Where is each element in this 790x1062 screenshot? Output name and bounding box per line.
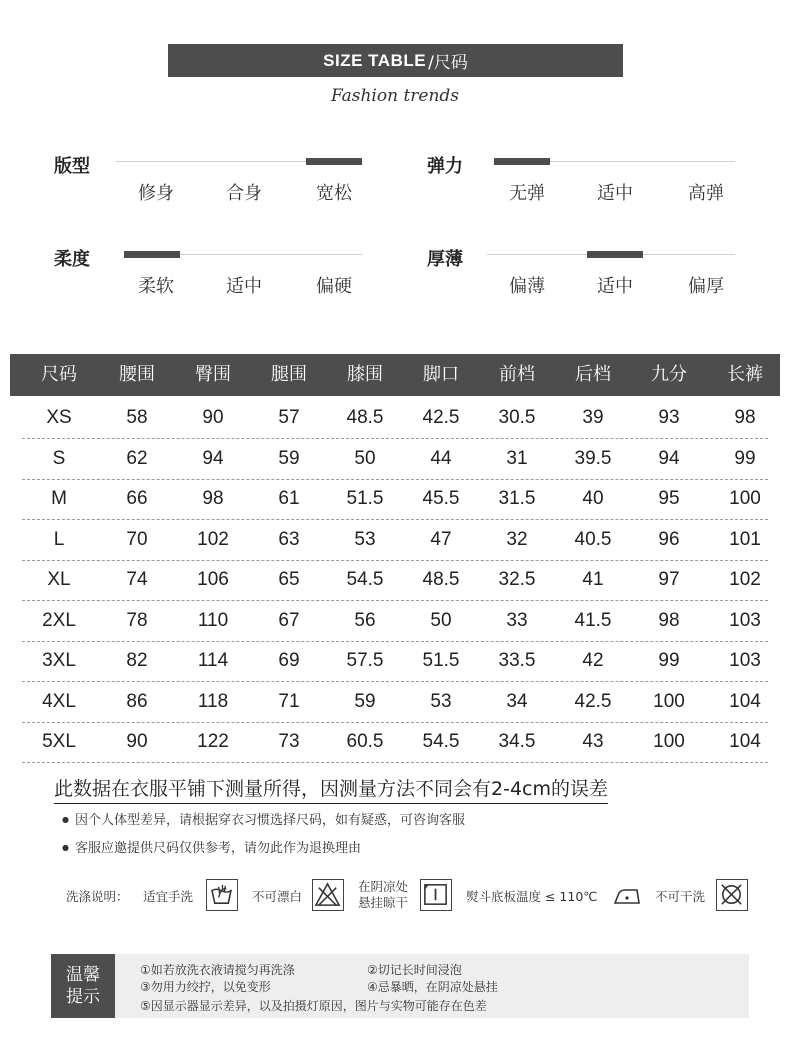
table-cell: 97 [658, 569, 680, 590]
table-cell: 41 [582, 569, 604, 590]
attribute-option: 修身 [138, 183, 174, 204]
table-header-cell: 膝围 [347, 364, 383, 385]
tips-label-line2: 提示 [66, 987, 100, 1007]
table-cell: 98 [658, 609, 680, 631]
table-row [22, 641, 768, 682]
table-cell: 110 [197, 609, 229, 631]
tip-item: ④忌暴晒，在阴凉处悬挂 [367, 980, 498, 994]
table-cell: 101 [729, 528, 761, 550]
table-cell: 102 [197, 528, 229, 550]
table-header-cell: 长裤 [727, 364, 763, 385]
table-row [22, 439, 768, 480]
table-cell: 42.5 [574, 690, 612, 712]
attribute-selected-marker [306, 158, 362, 165]
table-cell: 4XL [42, 690, 76, 712]
table-cell: 69 [278, 650, 300, 671]
table-header-cell: 腿围 [271, 364, 307, 385]
attribute-option: 适中 [597, 276, 633, 297]
table-cell: 54.5 [346, 569, 384, 590]
no-dry-clean-icon [716, 879, 748, 911]
attribute-option: 偏薄 [509, 276, 545, 297]
table-cell: 44 [430, 447, 452, 469]
table-cell: 60.5 [346, 731, 384, 752]
attribute-option: 合身 [226, 183, 262, 204]
table-row [22, 479, 768, 520]
tips-label [51, 954, 115, 1018]
table-cell: 39 [582, 407, 604, 428]
table-row [22, 520, 768, 561]
care-label: 洗涤说明： [66, 889, 129, 904]
table-cell: 48.5 [422, 569, 460, 590]
tip-item: ①如若放洗衣液请搅匀再洗涤 [140, 963, 295, 977]
table-cell: 40.5 [574, 528, 612, 550]
table-cell: 73 [278, 731, 300, 752]
table-cell: 99 [734, 447, 756, 469]
tip-item: ③勿用力绞拧，以免变形 [140, 980, 271, 994]
table-cell: 98 [734, 407, 756, 428]
table-cell: 39.5 [574, 447, 612, 469]
table-cell: 65 [278, 569, 300, 590]
note-bullet: ● 因个人体型差异，请根据穿衣习惯选择尺码，如有疑惑，可咨询客服 [62, 809, 465, 828]
table-cell: 94 [658, 447, 680, 469]
table-cell: 70 [126, 528, 148, 550]
table-header-cell: 后档 [575, 364, 611, 385]
table-cell: 59 [278, 447, 300, 469]
attribute-selected-marker [494, 158, 550, 165]
table-cell: 34 [506, 690, 528, 712]
care-text: 不可漂白 [252, 889, 303, 904]
attribute-option: 无弹 [509, 183, 545, 204]
table-cell: 57 [278, 407, 300, 428]
tip-item: ②切记长时间浸泡 [367, 963, 462, 977]
attribute-label: 弹力 [427, 156, 463, 177]
table-cell: 51.5 [422, 650, 460, 671]
table-header-cell: 尺码 [41, 364, 77, 385]
table-cell: 100 [653, 731, 685, 752]
table-cell: 100 [729, 488, 761, 509]
table-row [22, 560, 768, 601]
table-cell: 103 [729, 650, 761, 671]
note-bullet: ● 客服应邀提供尺码仅供参考，请勿此作为退换理由 [62, 837, 361, 856]
table-cell: 57.5 [346, 650, 384, 671]
table-cell: 54.5 [422, 731, 460, 752]
care-text: 不可干洗 [655, 889, 706, 904]
size-table-head [10, 354, 780, 396]
table-cell: 86 [126, 690, 148, 712]
table-cell: M [51, 488, 67, 509]
table-cell: XS [46, 407, 72, 428]
table-row [22, 601, 768, 642]
table-cell: 40 [582, 488, 604, 509]
table-cell: S [52, 447, 66, 469]
care-text-line1: 在阴凉处 [358, 879, 409, 894]
table-cell: 104 [729, 731, 761, 752]
table-cell: 3XL [42, 650, 76, 671]
care-text: 适宜手洗 [143, 889, 194, 904]
table-cell: 82 [126, 650, 148, 671]
attribute-selected-marker [587, 251, 643, 258]
table-cell: 104 [729, 690, 761, 712]
table-cell: 78 [126, 609, 148, 631]
header-subtitle: /尺码 [428, 53, 468, 73]
measurement-note: 此数据在衣服平铺下测量所得，因测量方法不同会有2-4cm的误差 [54, 774, 608, 804]
table-cell: 102 [729, 569, 761, 590]
table-cell: 106 [197, 569, 229, 590]
table-cell: 45.5 [422, 488, 460, 509]
iron-low-icon [611, 879, 643, 911]
table-cell: 2XL [42, 609, 76, 631]
table-cell: 42.5 [422, 407, 460, 428]
table-cell: 71 [278, 690, 300, 712]
table-cell: 93 [658, 407, 680, 428]
table-cell: L [53, 528, 65, 550]
table-cell: 118 [197, 690, 229, 712]
table-row [22, 722, 768, 763]
table-cell: 94 [202, 447, 224, 469]
table-header-cell: 九分 [651, 364, 687, 385]
table-cell: 30.5 [498, 407, 536, 428]
table-cell: 56 [354, 609, 376, 631]
table-cell: 53 [430, 690, 452, 712]
table-cell: 47 [430, 528, 452, 550]
care-text: 熨斗底板温度 ≤ 110℃ [466, 889, 598, 904]
hand-wash-icon [206, 879, 238, 911]
table-cell: 5XL [42, 731, 76, 752]
care-text-line2: 悬挂晾干 [358, 895, 409, 910]
table-cell: 100 [653, 690, 685, 712]
table-cell: 51.5 [346, 488, 384, 509]
table-cell: 32 [506, 528, 528, 550]
table-cell: 31 [506, 447, 528, 469]
table-cell: 41.5 [574, 609, 612, 631]
attribute-option: 偏硬 [316, 276, 352, 297]
table-row [22, 398, 768, 439]
table-cell: 34.5 [498, 731, 536, 752]
attribute-option: 柔软 [138, 276, 174, 297]
table-cell: 95 [658, 488, 680, 509]
attribute-option: 宽松 [316, 183, 352, 204]
table-cell: 90 [126, 731, 148, 752]
table-cell: 32.5 [498, 569, 536, 590]
table-cell: 50 [354, 447, 376, 469]
table-cell: 67 [278, 609, 300, 631]
table-cell: 103 [729, 609, 761, 631]
care-text [358, 879, 408, 911]
table-cell: 31.5 [498, 488, 536, 509]
table-cell: 53 [354, 528, 376, 550]
table-cell: 58 [126, 407, 148, 428]
table-cell: 96 [658, 528, 680, 550]
attribute-label: 厚薄 [427, 249, 463, 270]
table-cell: 62 [126, 447, 148, 469]
table-header-cell: 前档 [499, 364, 535, 385]
attribute-label: 柔度 [54, 249, 90, 270]
table-cell: 122 [197, 731, 229, 752]
table-cell: 48.5 [346, 407, 384, 428]
table-cell: 90 [202, 407, 224, 428]
tips-label-line1: 温馨 [66, 965, 100, 985]
table-cell: 99 [658, 650, 680, 671]
table-header-cell: 臀围 [195, 364, 231, 385]
table-header-cell: 腰围 [119, 364, 155, 385]
table-header-cell: 脚口 [423, 364, 459, 385]
attribute-option: 偏厚 [688, 276, 724, 297]
header-title: SIZE TABLE [323, 50, 427, 70]
table-cell: 74 [126, 569, 148, 590]
hang-dry-shade-icon [420, 879, 452, 911]
table-cell: 43 [582, 731, 604, 752]
fashion-trends-script: Fashion trends [330, 86, 460, 106]
table-cell: 59 [354, 690, 376, 712]
table-cell: 98 [202, 488, 224, 509]
table-cell: 42 [582, 650, 604, 671]
table-cell: 63 [278, 528, 300, 550]
table-cell: 33 [506, 609, 528, 631]
tip-item: ⑤因显示器显示差异，以及拍摄灯原因，图片与实物可能存在色差 [140, 999, 487, 1013]
attribute-label: 版型 [54, 156, 90, 177]
table-cell: XL [47, 569, 71, 590]
attribute-option: 适中 [597, 183, 633, 204]
table-row [22, 682, 768, 723]
table-cell: 61 [278, 488, 300, 509]
size-table-header [168, 44, 623, 77]
table-cell: 50 [430, 609, 452, 631]
attribute-selected-marker [124, 251, 180, 258]
attribute-option: 高弹 [688, 183, 724, 204]
table-cell: 33.5 [498, 650, 536, 671]
no-bleach-icon [312, 879, 344, 911]
table-cell: 66 [126, 488, 148, 509]
attribute-option: 适中 [226, 276, 262, 297]
table-cell: 114 [197, 650, 229, 671]
